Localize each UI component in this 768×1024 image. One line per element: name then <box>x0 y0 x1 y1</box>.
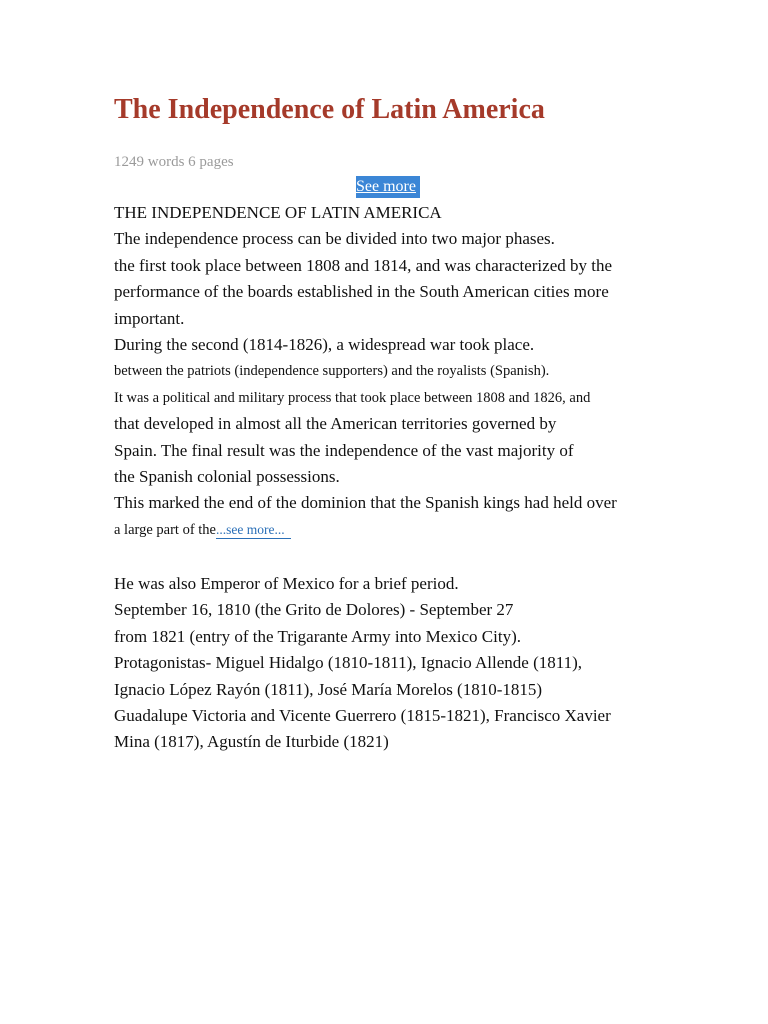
body-line: between the patriots (independence supporters) and the royalists (Spanish). <box>114 363 550 380</box>
continuation-line: Guadalupe Victoria and Vicente Guerrero (1815-1821), Francisco Xavier <box>114 706 611 726</box>
body-line: Spain. The final result was the independence of the vast majority of <box>114 440 574 460</box>
body-line: The independence process can be divided into two major phases. <box>114 229 555 249</box>
document-meta: 1249 words 6 pages <box>114 154 234 170</box>
paragraph-gap <box>114 543 674 571</box>
body-line: It was a political and military process that took place between 1808 and 1826, and <box>114 389 591 406</box>
continuation-line: Protagonistas- Miguel Hidalgo (1810-1811), Ignacio Allende (1811), <box>114 653 583 673</box>
see-more-link[interactable]: See more <box>356 176 420 198</box>
truncated-line <box>114 517 674 543</box>
continuation-line: He was also Emperor of Mexico for a brief period. <box>114 574 459 594</box>
truncated-text: a large part of the <box>114 521 216 538</box>
continuation-line: Ignacio López Rayón (1811), José María Morelos (1810-1815) <box>114 679 543 699</box>
continuation-line: from 1821 (entry of the Trigarante Army into Mexico City). <box>114 626 521 646</box>
document-body <box>114 200 674 756</box>
body-line: that developed in almost all the American territories governed by <box>114 414 557 434</box>
see-more-inline-link[interactable]: ...see more... <box>216 522 291 539</box>
continuation-line: Mina (1817), Agustín de Iturbide (1821) <box>114 732 389 752</box>
body-line: THE INDEPENDENCE OF LATIN AMERICA <box>114 203 442 222</box>
body-line: performance of the boards established in the South American cities more <box>114 282 609 302</box>
document-title: The Independence of Latin America <box>114 94 545 125</box>
body-line: important. <box>114 308 185 328</box>
body-line: the Spanish colonial possessions. <box>114 466 340 486</box>
body-line: During the second (1814-1826), a widespread war took place. <box>114 334 535 354</box>
continuation-line: September 16, 1810 (the Grito de Dolores) - September 27 <box>114 600 514 620</box>
body-line: the first took place between 1808 and 1814, and was characterized by the <box>114 255 613 275</box>
body-line: This marked the end of the dominion that the Spanish kings had held over <box>114 493 617 513</box>
